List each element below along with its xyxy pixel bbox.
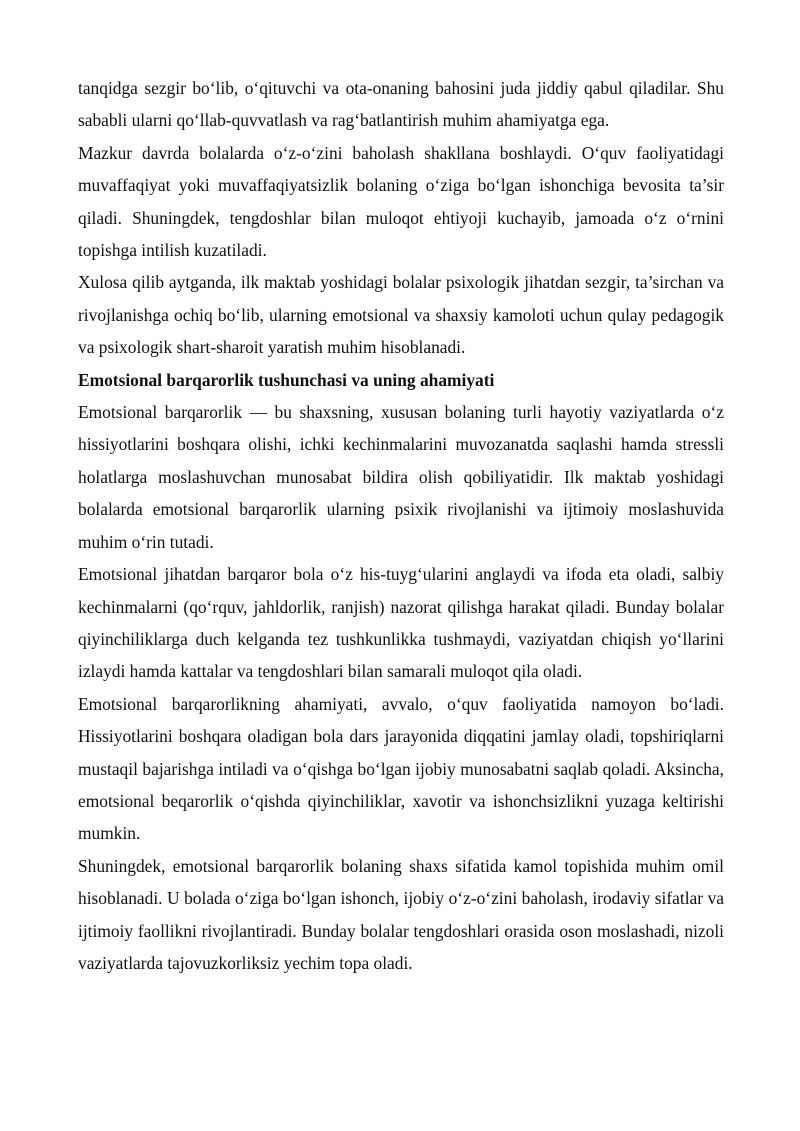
paragraph-personality-development: Shuningdek, emotsional barqarorlik bolaning shaxs sifatida kamol topishida muhim omil hisoblanadi. U bolada o‘ziga bo‘lgan ishonch, ijobiy o‘z-o‘zini baholash, irodaviy sifatlar va ijtimoiy faollikni rivojlantiradi. Bunday bolalar tengdoshlari orasida oson moslashadi, nizoli vaziyatlarda tajovuzkorliksiz yechim topa oladi.	[78, 855, 724, 973]
paragraph-self-assessment: Mazkur davrda bolalarda o‘z-o‘zini baholash shakllana boshlaydi. O‘quv faoliyatidagi muvaffaqiyat yoki muvaffaqiyatsizlik bolaning o‘ziga bo‘lgan ishonchiga bevosita ta’sir qiladi. Shuningdek, tengdoshlar bilan muloqot ehtiyoji kuchayib, jamoada o‘z o‘rnini topishga intilish kuzatiladi.	[78, 142, 724, 261]
paragraph-learning-importance: Emotsional barqarorlikning ahamiyati, avvalo, o‘quv faoliyatida namoyon bo‘ladi. Hissiyotlarini boshqara oladigan bola dars jarayonida diqqatini jamlay oladi, topshiriqlarni mustaqil bajarishga intiladi va o‘qishga bo‘lgan ijobiy munosabatni saqlab qoladi. Aksincha, emotsional beqarorlik o‘qishda qiyinchiliklar, xavotir va ishonchsizlikni yuzaga keltirishi mumkin.	[78, 693, 724, 844]
paragraph-stable-child: Emotsional jihatdan barqaror bola o‘z his-tuyg‘ularini anglaydi va ifoda eta oladi, salbiy kechinmalarni (qo‘rquv, jahldorlik, ranjish) nazorat qilishga harakat qiladi. Bunday bolalar qiyinchiliklarga duch kelganda tez tushkunlikka tushmaydi, vaziyatdan chiqish yo‘llarini izlaydi hamda kattalar va tengdoshlari bilan samarali muloqot qila oladi.	[78, 564, 724, 682]
paragraph-criticism-sensitivity: tanqidga sezgir bo‘lib, o‘qituvchi va ota-onaning bahosini juda jiddiy qabul qiladilar. Shu sababli ularni qo‘llab-quvvatlash va rag‘batlantirish muhim ahamiyatga ega.	[78, 78, 724, 131]
section-heading: Emotsional barqarorlik tushunchasi va uning ahamiyati	[78, 369, 495, 390]
paragraph-definition: Emotsional barqarorlik — bu shaxsning, xususan bolaning turli hayotiy vaziyatlarda o‘z hissiyotlarini boshqara olishi, ichki kechinmalarini muvozanatda saqlashi hamda stressli holatlarga moslashuvchan munosabat bildira olish qobiliyatidir. Ilk maktab yoshidagi bolalarda emotsional barqarorlik ularning psixik rivojlanishi va ijtimoiy moslashuvida muhim o‘rin tutadi.	[78, 402, 724, 552]
document-body	[78, 72, 724, 979]
paragraph-conclusion: Xulosa qilib aytganda, ilk maktab yoshidagi bolalar psixologik jihatdan sezgir, ta’sirchan va rivojlanishga ochiq bo‘lib, ularning emotsional va shaxsiy kamoloti uchun qulay pedagogik va psixologik shart-sharoit yaratish muhim hisoblanadi.	[78, 272, 724, 358]
